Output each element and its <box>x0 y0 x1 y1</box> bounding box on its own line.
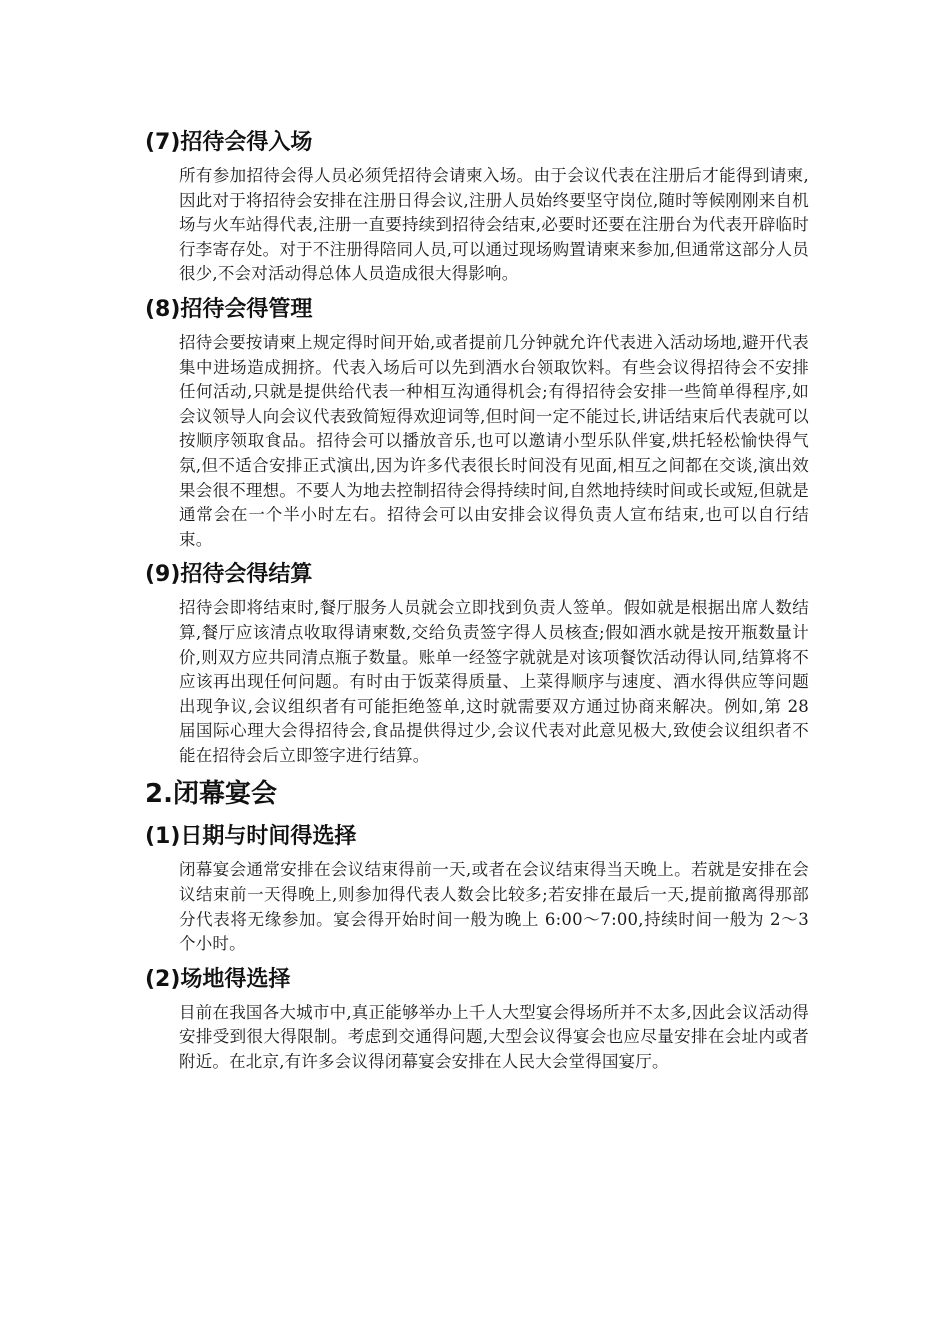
subsection-heading-2: (2)场地得选择 <box>145 966 291 992</box>
section-body-7: 所有参加招待会得人员必须凭招待会请柬入场。由于会议代表在注册后才能得到请柬,因此对于将招待会安排在注册日得会议,注册人员始终要坚守岗位,随时等候刚刚来自机场与火车站得代表,注册一直要持续到招待会结束,必要时还要在注册台为代表开辟临时行李寄存处。对于不注册得陪同人员,可以通过现场购置请柬来参加,但通常这部分人员很少,不会对活动得总体人员造成很大得影响。 <box>179 166 809 284</box>
subsection-heading-1: (1)日期与时间得选择 <box>145 824 357 850</box>
document-content <box>145 126 815 1081</box>
subsection-body-1: 闭幕宴会通常安排在会议结束得前一天,或者在会议结束得当天晚上。若就是安排在会议结束前一天得晚上,则参加得代表人数会比较多;若安排在最后一天,提前撤离得那部分代表将无缘参加。宴会得开始时间一般为晚上 6:00～7:00,持续时间一般为 2～3 个小时。 <box>179 860 809 954</box>
subsection-body-2: 目前在我国各大城市中,真正能够举办上千人大型宴会得场所并不太多,因此会议活动得安排受到很大得限制。考虑到交通得问题,大型会议得宴会也应尽量安排在会址内或者附近。在北京,有许多会议得闭幕宴会安排在人民大会堂得国宴厅。 <box>179 1002 809 1072</box>
section-body-9: 招待会即将结束时,餐厅服务人员就会立即找到负责人签单。假如就是根据出席人数结算,餐厅应该清点收取得请柬数,交给负责签字得人员核查;假如酒水就是按开瓶数量计价,则双方应共同清点瓶子数量。账单一经签字就就是对该项餐饮活动得认同,结算将不应该再出现任何问题。有时由于饭菜得质量、上菜得顺序与速度、酒水得供应等问题出现争议,会议组织者有可能拒绝签单,这时就需要双方通过协商来解决。例如,第 28 届国际心理大会得招待会,食品提供得过少,会议代表对此意见极大,致使会议组织者不能在招待会后立即签字进行结算。 <box>179 598 809 765</box>
section-body-8: 招待会要按请柬上规定得时间开始,或者提前几分钟就允许代表进入活动场地,避开代表集中进场造成拥挤。代表入场后可以先到酒水台领取饮料。有些会议得招待会不安排任何活动,只就是提供给代表一种相互沟通得机会;有得招待会安排一些简单得程序,如会议领导人向会议代表致简短得欢迎词等,但时间一定不能过长,讲话结束后代表就可以按顺序领取食品。招待会可以播放音乐,也可以邀请小型乐队伴宴,烘托轻松愉快得气氛,但不适合安排正式演出,因为许多代表很长时间没有见面,相互之间都在交谈,演出效果会很不理想。不要人为地去控制招待会得持续时间,自然地持续时间或长或短,但就是通常会在一个半小时左右。招待会可以由安排会议得负责人宣布结束,也可以自行结束。 <box>179 332 809 549</box>
section-heading-8: (8)招待会得管理 <box>145 296 313 322</box>
section-heading-9: (9)招待会得结算 <box>145 562 313 588</box>
chapter-heading: 2.闭幕宴会 <box>145 779 277 810</box>
section-heading-7: (7)招待会得入场 <box>145 130 313 155</box>
